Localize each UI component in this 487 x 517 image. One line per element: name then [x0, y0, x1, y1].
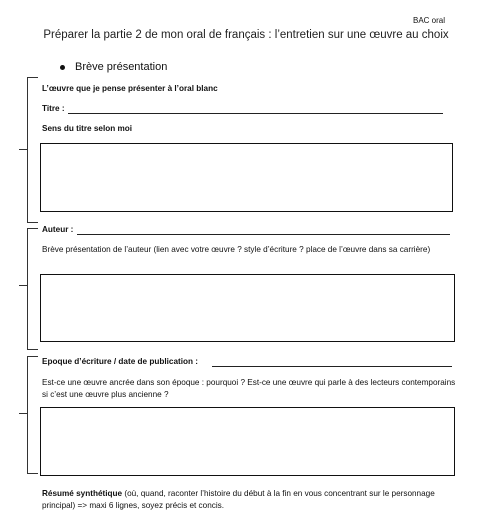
- bullet-heading-text: Brève présentation: [75, 61, 168, 73]
- author-answer-box[interactable]: [40, 274, 455, 342]
- author-field[interactable]: [77, 234, 450, 235]
- author-prompt: Brève présentation de l’auteur (lien avec votre œuvre ? style d’écriture ? place de l’œuvre dans sa carrière): [42, 245, 431, 254]
- summary-label: Résumé synthétique: [42, 489, 123, 498]
- bullet-icon: [60, 65, 65, 70]
- author-label: Auteur :: [42, 225, 74, 234]
- bracket-tick-3: [19, 413, 27, 414]
- section-bracket-2: [27, 228, 38, 350]
- title-field[interactable]: [68, 113, 443, 114]
- summary-instructions: [42, 488, 462, 511]
- section-bracket-3: [27, 356, 38, 474]
- page-title: Préparer la partie 2 de mon oral de français : l’entretien sur une œuvre au choix: [43, 29, 449, 41]
- epoch-label: Epoque d’écriture / date de publication :: [42, 357, 199, 366]
- epoch-answer-box[interactable]: [40, 407, 455, 476]
- title-meaning-box[interactable]: [40, 143, 453, 212]
- bullet-heading: [60, 61, 167, 73]
- title-label: Titre :: [42, 104, 65, 113]
- epoch-field[interactable]: [212, 366, 452, 367]
- bracket-tick-1: [19, 149, 27, 150]
- section-bracket-1: [27, 77, 38, 223]
- bracket-tick-2: [19, 285, 27, 286]
- summary-text: (où, quand, raconter l’histoire du début à la fin en vous concentrant sur le personnage principal) => maxi 6 lignes, soyez précis et concis.: [42, 489, 435, 510]
- section-1-heading: L’œuvre que je pense présenter à l’oral blanc: [42, 84, 218, 93]
- title-meaning-label: Sens du titre selon moi: [42, 124, 133, 133]
- epoch-prompt: Est-ce une œuvre ancrée dans son époque : pourquoi ? Est-ce une œuvre qui parle à des lecteurs contemporains si c’est une œuvre plus ancienne ?: [42, 378, 456, 399]
- document-tag: BAC oral: [412, 16, 445, 25]
